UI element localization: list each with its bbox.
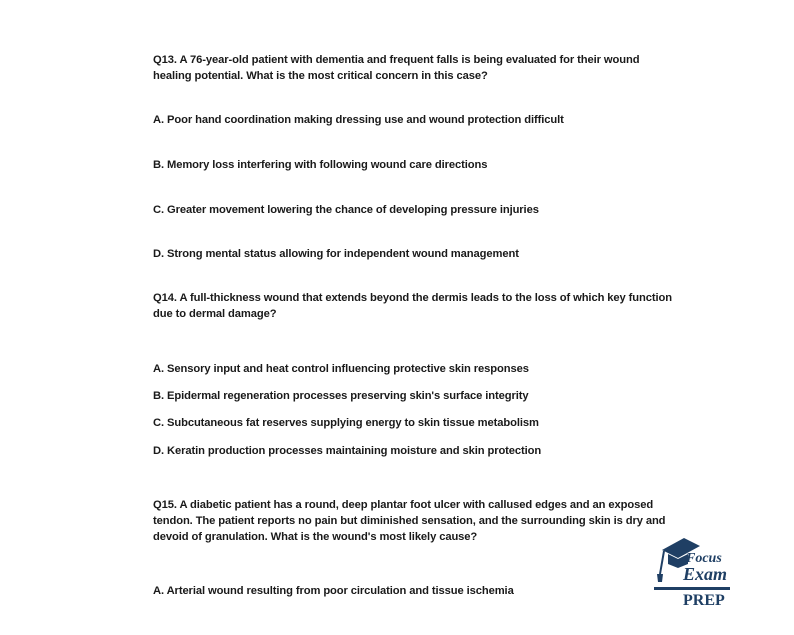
question-14-stem: Q14. A full-thickness wound that extends beyond the dermis leads to the loss of which key function due to dermal damage?: [153, 292, 672, 320]
question-15-option-a: A. Arterial wound resulting from poor circulation and tissue ischemia: [153, 585, 514, 597]
question-14-option-c: C. Subcutaneous fat reserves supplying energy to skin tissue metabolism: [153, 417, 539, 429]
question-13-option-c: C. Greater movement lowering the chance of developing pressure injuries: [153, 204, 539, 216]
question-14-option-d: D. Keratin production processes maintaining moisture and skin protection: [153, 445, 542, 457]
question-13-option-a: A. Poor hand coordination making dressing use and wound protection difficult: [153, 114, 564, 126]
document-page: [153, 0, 673, 635]
question-13-option-b: B. Memory loss interfering with following wound care directions: [153, 159, 488, 171]
logo-text-focus: Focus: [686, 551, 722, 566]
question-14-option-a: A. Sensory input and heat control influencing protective skin responses: [153, 363, 529, 375]
logo-divider: [654, 587, 730, 590]
question-15-stem: Q15. A diabetic patient has a round, deep plantar foot ulcer with callused edges and an exposed tendon. The patient reports no pain but diminished sensation, and the surrounding skin is dry and devoid of granulation. What is the wound's most likely cause?: [153, 499, 666, 543]
question-13-stem: Q13. A 76-year-old patient with dementia and frequent falls is being evaluated for their wound healing potential. What is the most critical concern in this case?: [153, 54, 640, 82]
question-13-option-d: D. Strong mental status allowing for independent wound management: [153, 248, 519, 260]
logo-text-prep: PREP: [683, 592, 725, 609]
focus-exam-prep-logo: [650, 534, 736, 614]
logo-text-exam: Exam: [683, 564, 728, 584]
question-14-option-b: B. Epidermal regeneration processes preserving skin's surface integrity: [153, 390, 529, 402]
